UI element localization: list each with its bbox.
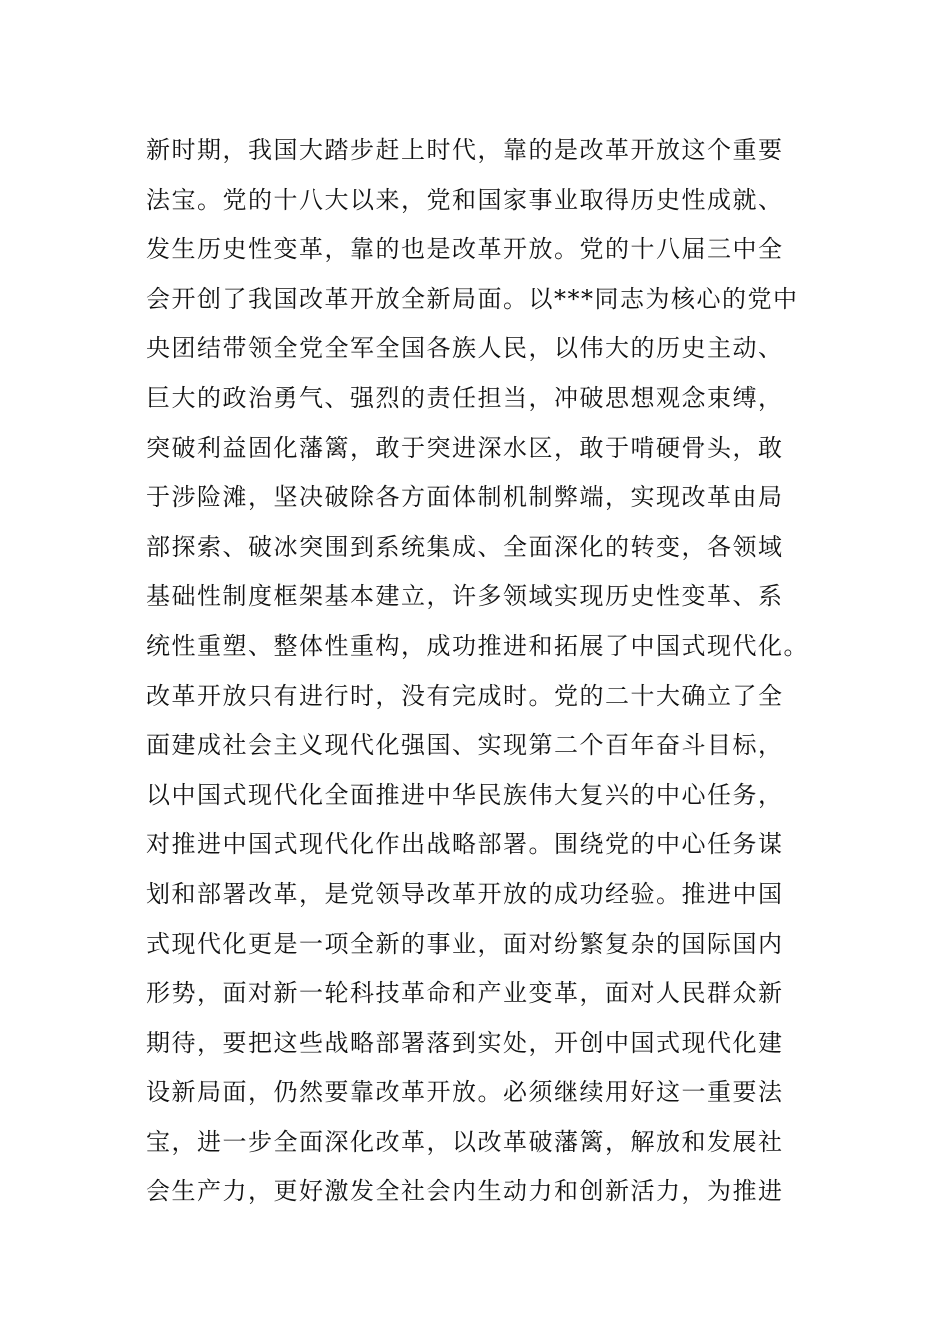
text-line: 对推进中国式现代化作出战略部署。围绕党的中心任务谋 — [146, 830, 784, 859]
text-line: 于涉险滩，坚决破除各方面体制机制弊端，实现改革由局 — [146, 483, 784, 512]
text-line: 设新局面，仍然要靠改革开放。必须继续用好这一重要法 — [146, 1078, 784, 1107]
text-line: 基础性制度框架基本建立，许多领域实现历史性变革、系 — [146, 582, 784, 611]
text-line: 宝，进一步全面深化改革，以改革破藩篱，解放和发展社 — [146, 1127, 784, 1156]
text-line: 统性重塑、整体性重构，成功推进和拓展了中国式现代化。 — [146, 631, 809, 660]
text-line: 形势，面对新一轮科技革命和产业变革，面对人民群众新 — [146, 979, 784, 1008]
text-line: 式现代化更是一项全新的事业，面对纷繁复杂的国际国内 — [146, 929, 784, 958]
text-line: 央团结带领全党全军全国各族人民，以伟大的历史主动、 — [146, 334, 784, 363]
text-line: 新时期，我国大踏步赶上时代，靠的是改革开放这个重要 — [146, 136, 784, 164]
text-line: 突破利益固化藩篱，敢于突进深水区，敢于啃硬骨头，敢 — [146, 433, 784, 462]
text-line: 面建成社会主义现代化强国、实现第二个百年奋斗目标， — [146, 731, 784, 760]
text-line: 期待，要把这些战略部署落到实处，开创中国式现代化建 — [146, 1028, 784, 1057]
text-line: 改革开放只有进行时，没有完成时。党的二十大确立了全 — [146, 681, 784, 710]
text-line: 划和部署改革，是党领导改革开放的成功经验。推进中国 — [146, 879, 784, 908]
text-line: 会开创了我国改革开放全新局面。以***同志为核心的党中 — [146, 284, 799, 313]
text-line: 以中国式现代化全面推进中华民族伟大复兴的中心任务， — [146, 780, 784, 809]
body-text — [146, 126, 809, 1217]
text-line: 法宝。党的十八大以来，党和国家事业取得历史性成就、 — [146, 185, 784, 214]
text-line: 会生产力，更好激发全社会内生动力和创新活力，为推进 — [146, 1177, 784, 1206]
text-line: 部探索、破冰突围到系统集成、全面深化的转变，各领域 — [146, 532, 784, 561]
text-line: 发生历史性变革，靠的也是改革开放。党的十八届三中全 — [146, 235, 784, 264]
text-line: 巨大的政治勇气、强烈的责任担当，冲破思想观念束缚， — [146, 383, 784, 412]
